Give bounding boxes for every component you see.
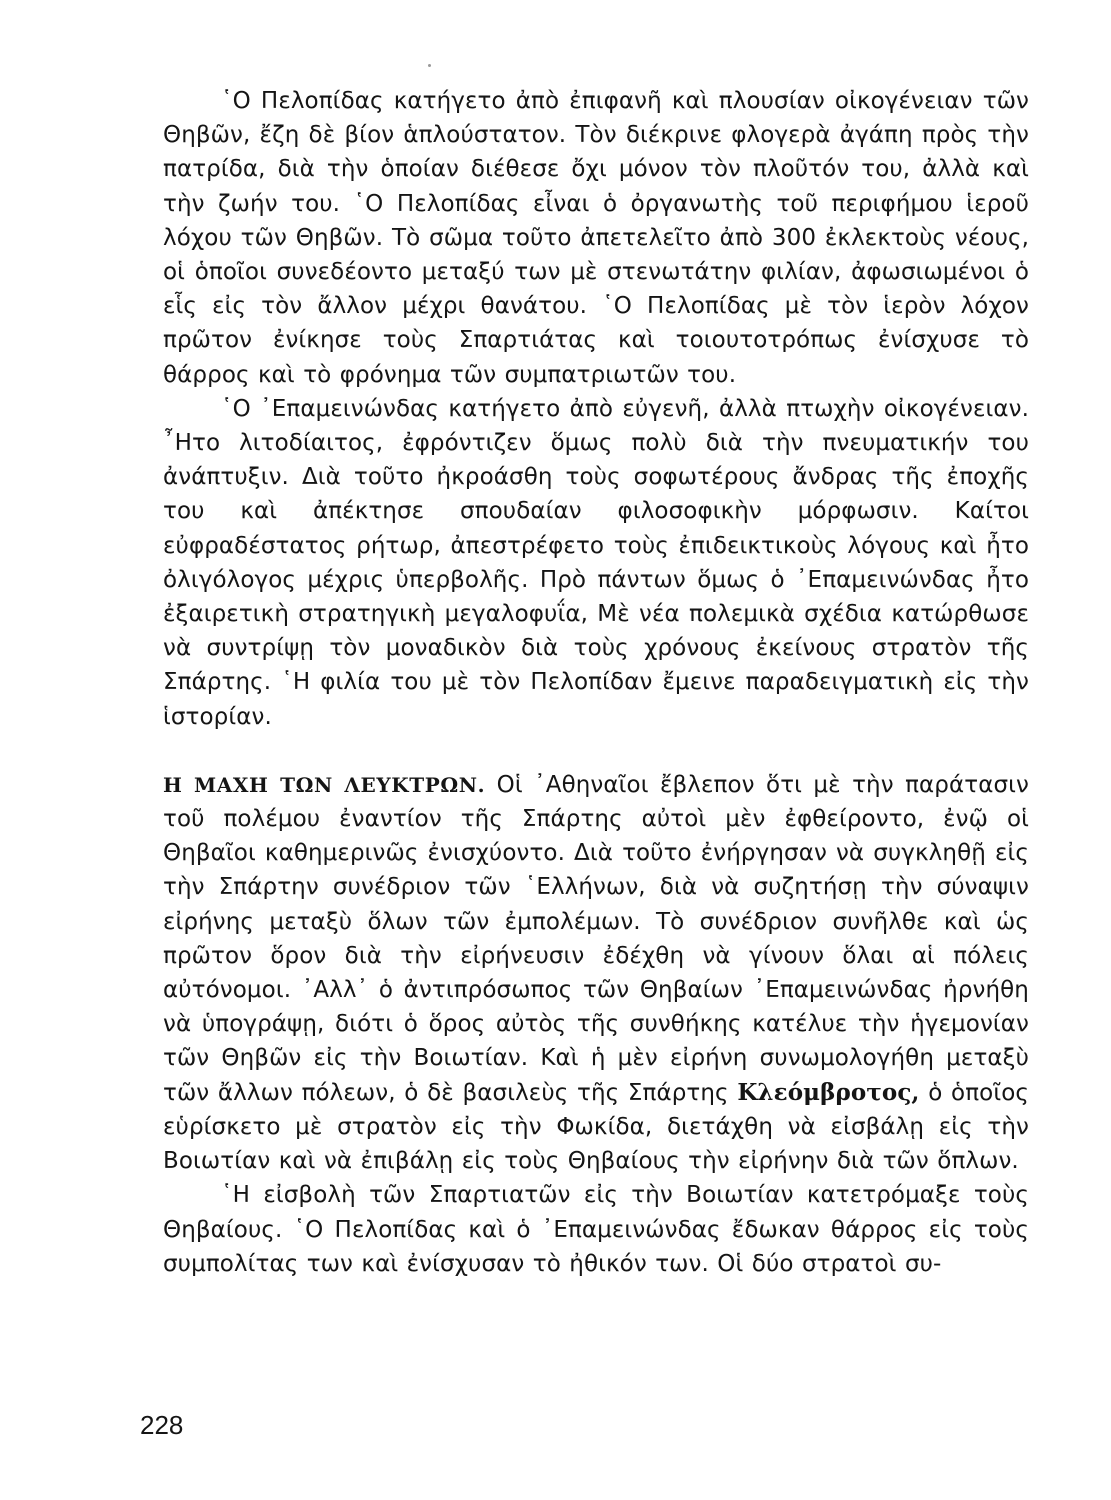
main-text	[163, 84, 1029, 1281]
paragraph-invasion: ῾Η εἰσβολὴ τῶν Σπαρτιατῶν εἰς τὴν Βοιωτίαν κατετρόμαξε τοὺς Θηβαίους. ῾Ο Πελοπίδας καὶ ὁ ᾿Επαμεινώνδας ἔδωκαν θάρρος εἰς τοὺς συμπολίτας των καὶ ἐνίσχυσαν τὸ ἠθικόν των. Οἱ δύο στρατοὶ συ-	[163, 1182, 1029, 1277]
paragraph-pelopidas: ῾Ο Πελοπίδας κατήγετο ἀπὸ ἐπιφανῆ καὶ πλουσίαν οἰκογένειαν τῶν Θηβῶν, ἔζη δὲ βίον ἁπλούστατον. Τὸν διέκρινε φλογερὰ ἀγάπη πρὸς τὴν πατρίδα, διὰ τὴν ὁποίαν διέθεσε ὄχι μόνον τὸν πλοῦτόν του, ἀλλὰ καὶ τὴν ζωήν του. ῾Ο Πελοπίδας εἶναι ὁ ὀργανωτὴς τοῦ περιφήμου ἱεροῦ λόχου τῶν Θηβῶν. Τὸ σῶμα τοῦτο ἀπετελεῖτο ἀπὸ 300 ἐκλεκτοὺς νέους, οἱ ὁποῖοι συνεδέοντο μεταξύ των μὲ στενωτάτην φιλίαν, ἀφωσιωμένοι ὁ εἷς εἰς τὸν ἄλλον μέχρι θανάτου. ῾Ο Πελοπίδας μὲ τὸν ἱερὸν λόχον πρῶτον ἐνίκησε τοὺς Σπαρτιάτας καὶ τοιουτοτρόπως ἐνίσχυσε τὸ θάρρος καὶ τὸ φρόνημα τῶν συμπατριωτῶν του.	[163, 88, 1029, 388]
section-heading-dot: .	[477, 772, 486, 797]
page-number: 228	[140, 1410, 184, 1440]
scan-speck	[428, 64, 431, 67]
section-heading	[163, 773, 485, 797]
bold-name-kleombrotos: Κλεόμβροτος,	[737, 1078, 920, 1106]
paragraph-battle-of-leuctra	[163, 768, 1029, 1178]
paragraph-text-part1: Οἱ ᾿Αθηναῖοι ἔβλεπον ὅτι μὲ τὴν παράτασιν τοῦ πολέμου ἐναντίον τῆς Σπάρτης αὐτοὶ μὲν ἐφθείροντο, ἐνῷ οἱ Θηβαῖοι καθημερινῶς ἐνισχύοντο. Διὰ τοῦτο ἐνήργησαν νὰ συγκληθῇ εἰς τὴν Σπάρτην συνέδριον τῶν ῾Ελλήνων, διὰ νὰ συζητήσῃ τὴν σύναψιν εἰρήνης μεταξὺ ὅλων τῶν ἐμπολέμων. Τὸ συνέδριον συνῆλθε καὶ ὡς πρῶτον ὅρον διὰ τὴν εἰρήνευσιν ἐδέχθη νὰ γίνουν ὅλαι αἱ πόλεις αὐτόνομοι. ᾿Αλλ᾿ ὁ ἀντιπρόσωπος τῶν Θηβαίων ᾿Επαμεινώνδας ἠρνήθη νὰ ὑπογράψῃ, διότι ὁ ὅρος αὐτὸς τῆς συνθήκης κατέλυε τὴν ἡγεμονίαν τῶν Θηβῶν εἰς τὴν Βοιωτίαν. Καὶ ἡ μὲν εἰρήνη συνωμολογήθη μεταξὺ τῶν ἄλλων πόλεων, ὁ δὲ βασιλεὺς τῆς Σπάρτης	[163, 771, 1029, 1106]
paragraph-epameinondas: ῾Ο ᾿Επαμεινώνδας κατήγετο ἀπὸ εὐγενῆ, ἀλλὰ πτωχὴν οἰκογένειαν. ῏Ητο λιτοδίαιτος, ἐφρόντιζεν ὅμως πολὺ διὰ τὴν πνευματικήν του ἀνάπτυξιν. Διὰ τοῦτο ἠκροάσθη τοὺς σοφωτέρους ἄνδρας τῆς ἐποχῆς του καὶ ἀπέκτησε σπουδαίαν φιλοσοφικὴν μόρφωσιν. Καίτοι εὐφραδέστατος ρήτωρ, ἀπεστρέφετο τοὺς ἐπιδεικτικοὺς λόγους καὶ ἦτο ὀλιγόλογος μέχρις ὑπερβολῆς. Πρὸ πάντων ὅμως ὁ ᾿Επαμεινώνδας ἦτο ἐξαιρετικὴ στρατηγικὴ μεγαλοφυΐα, Μὲ νέα πολεμικὰ σχέδια κατώρθωσε νὰ συντρίψῃ τὸν μοναδικὸν διὰ τοὺς χρόνους ἐκείνους στρατὸν τῆς Σπάρτης. ῾Η φιλία του μὲ τὸν Πελοπίδαν ἔμεινε παραδειγματικὴ εἰς τὴν ἱστορίαν.	[163, 395, 1029, 730]
paragraph-text-part2: ὁ ὁποῖος εὑρίσκετο μὲ στρατὸν εἰς τὴν Φωκίδα, διετάχθη νὰ εἰσβάλῃ εἰς τὴν Βοιωτίαν καὶ νὰ ἐπιβάλῃ εἰς τοὺς Θηβαίους τὴν εἰρήνην διὰ τῶν ὅπλων.	[163, 1079, 1029, 1175]
section-heading-text: Η ΜΑΧΗ ΤΩΝ ΛΕΥΚΤΡΩΝ	[163, 772, 478, 797]
